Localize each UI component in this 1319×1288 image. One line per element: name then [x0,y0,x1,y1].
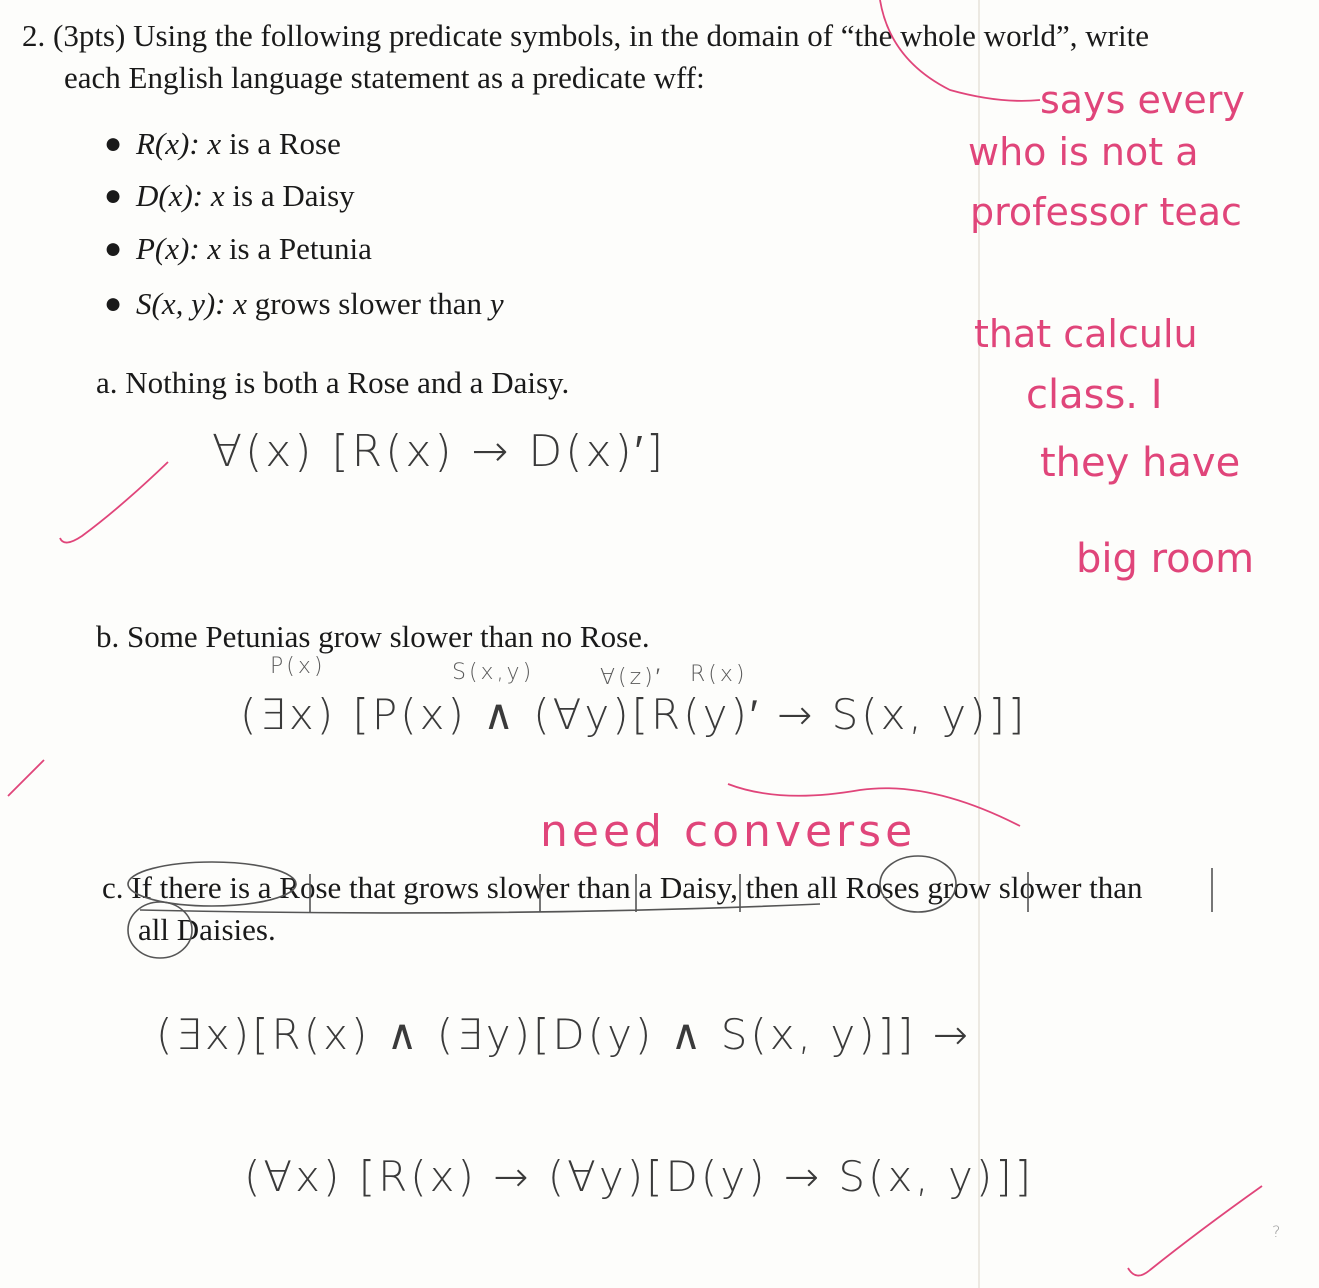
part-b-note-s: S(x,y) [452,660,535,685]
pencil-tick-marks [310,868,1212,912]
part-b-note-forall: ∀(z)′ [600,665,663,690]
predicate-s: S(x, y): x grows slower than y [136,286,504,321]
question-number: 2. [22,18,46,53]
part-b-statement: b. Some Petunias grow slower than no Rose. [96,619,650,654]
grader-underline-icon [728,784,1020,826]
margin-note-line: big room [1076,536,1255,582]
margin-note-line: professor teac [970,190,1242,234]
margin-note-line: class. I [1026,372,1163,418]
margin-note-line: says every [1040,78,1245,122]
part-a-answer: ∀(x) [R(x) → D(x)′] [212,426,667,477]
margin-note-line: that calculu [974,312,1198,356]
margin-note-line: they have [1040,440,1241,486]
check-mark-icon [60,462,168,543]
question-points: (3pts) [53,18,126,53]
part-b-grader-comment: need converse [540,806,917,857]
part-b-note-p: P(x) [270,654,326,679]
grader-slash-icon [8,760,44,796]
question-prompt-line2: each English language statement as a predicate wff: [64,60,705,95]
bullet: ● [104,179,123,212]
predicate-r: R(x): x is a Rose [136,126,341,161]
part-c-statement-line2: all Daisies. [138,912,276,947]
check-mark-icon [1128,1186,1262,1276]
part-c-answer-line1: (∃x)[R(x) ∧ (∃y)[D(y) ∧ S(x, y)]] → [156,1010,971,1059]
part-c-statement-line1: c. If there is a Rose that grows slower than a Daisy, then all Roses grow slower than [102,870,1143,905]
pencil-circle-if-there-is [128,862,296,906]
bullet: ● [104,127,123,160]
bullet: ● [104,232,123,265]
grader-stroke-icon [880,0,1040,101]
part-b-note-r: R(x) [690,662,748,687]
part-b-answer: (∃x) [P(x) ∧ (∀y)[R(y)′ → S(x, y)]] [240,690,1028,739]
predicate-p: P(x): x is a Petunia [136,231,372,266]
question-prompt-line1: Using the following predicate symbols, in the domain of “the whole world”, write [133,18,1149,53]
pencil-circle-all [880,856,956,912]
bullet: ● [104,287,123,320]
part-c-question-mark: ? [1272,1222,1284,1241]
predicate-d: D(x): x is a Daisy [136,178,355,213]
part-a-statement: a. Nothing is both a Rose and a Daisy. [96,365,570,400]
part-c-answer-line2: (∀x) [R(x) → (∀y)[D(y) → S(x, y)]] [244,1152,1035,1201]
margin-note-line: who is not a [968,130,1199,174]
